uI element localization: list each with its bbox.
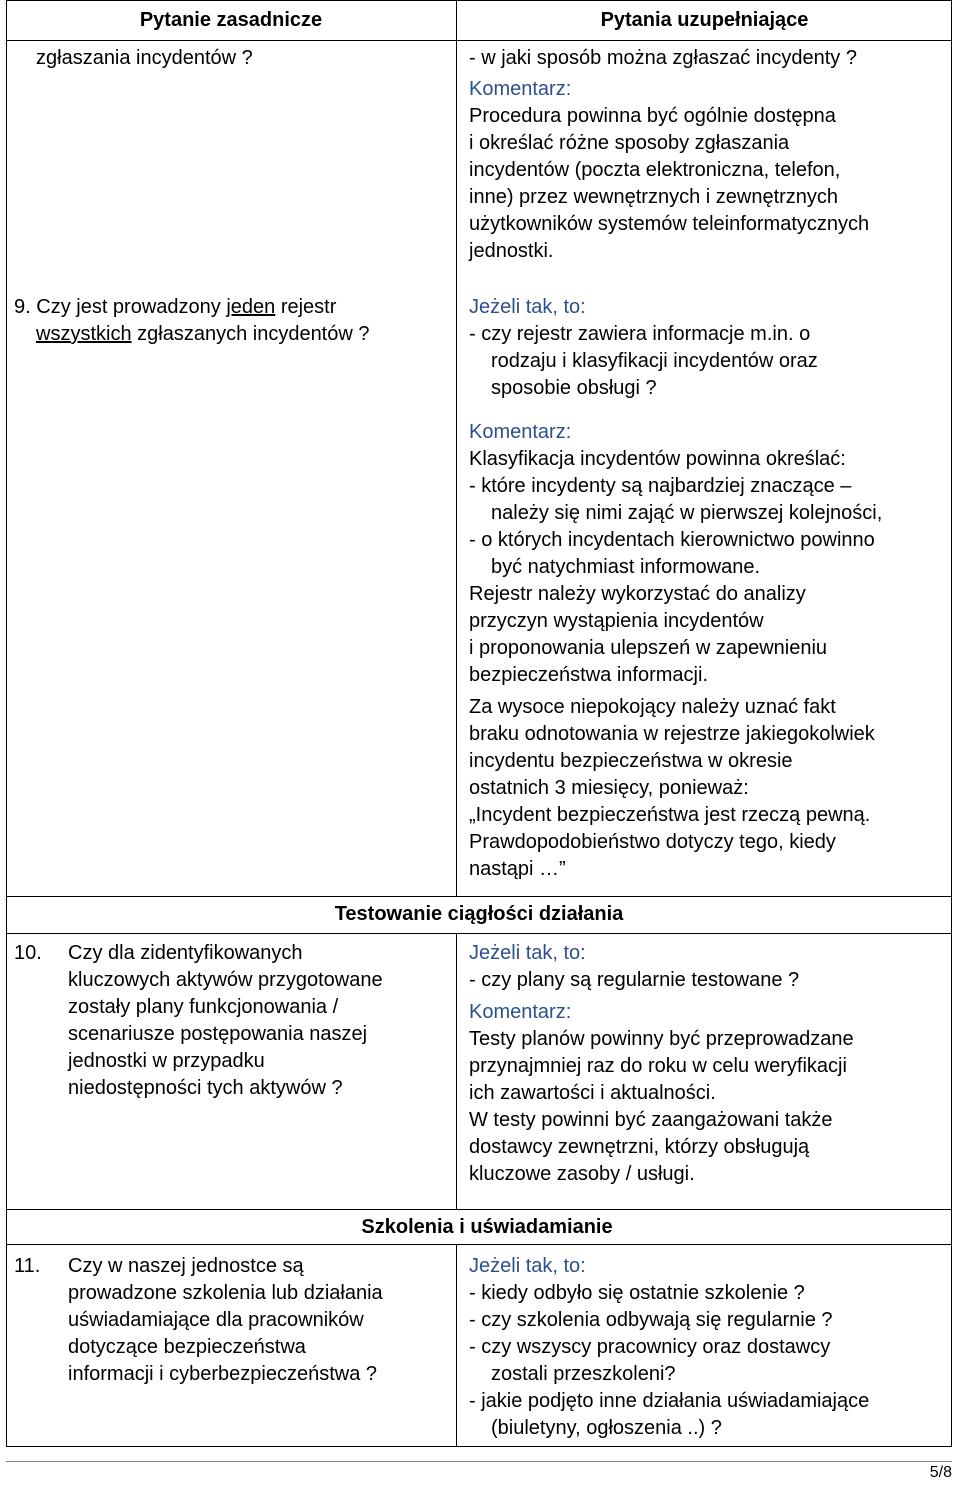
- question-10-supplementary: [469, 940, 854, 1188]
- column-divider-top: [456, 0, 457, 897]
- question-text: informacji i cyberbezpieczeństwa ?: [68, 1363, 378, 1385]
- question-text: Czy dla zidentyfikowanych: [68, 942, 303, 964]
- comment-line: braku odnotowania w rejestrze jakiegokolwiek: [469, 723, 875, 745]
- comment-line: „Incydent bezpieczeństwa jest rzeczą pewną.: [469, 804, 871, 826]
- question-text: jednostki w przypadku: [68, 1050, 265, 1072]
- comment-line: incydentów (poczta elektroniczna, telefon,: [469, 159, 841, 181]
- row0-supplementary: [469, 45, 869, 265]
- column-divider-q10: [456, 934, 457, 1210]
- comment-line: W testy powinni być zaangażowani także: [469, 1109, 833, 1131]
- question-text: uświadamiające dla pracowników: [68, 1309, 364, 1331]
- comment-line: Prawdopodobieństwo dotyczy tego, kiedy: [469, 831, 836, 853]
- comment-line: dostawcy zewnętrzni, którzy obsługują: [469, 1136, 810, 1158]
- if-yes-label: Jeżeli tak, to:: [469, 1255, 586, 1277]
- sub-question: (biuletyny, ogłoszenia ..) ?: [491, 1417, 722, 1439]
- comment-line: przyczyn wystąpienia incydentów: [469, 610, 764, 632]
- sub-question: zostali przeszkoleni?: [491, 1363, 676, 1385]
- column-divider-q11: [456, 1245, 457, 1447]
- question-text: prowadzone szkolenia lub działania: [68, 1282, 383, 1304]
- comment-line: Testy planów powinny być przeprowadzane: [469, 1028, 854, 1050]
- comment-label: Komentarz:: [469, 421, 572, 443]
- sub-question: sposobie obsługi ?: [491, 377, 657, 399]
- section-title: Szkolenia i uświadamianie: [361, 1216, 613, 1238]
- page-number: 5/8: [929, 1464, 952, 1481]
- sub-question: - czy rejestr zawiera informacje m.in. o: [469, 323, 811, 345]
- section2-bottom: [6, 1244, 952, 1245]
- question-9-supplementary: [469, 294, 882, 883]
- section1-top: [6, 896, 952, 897]
- question-text: dotyczące bezpieczeństwa: [68, 1336, 306, 1358]
- question-10: [68, 940, 383, 1102]
- section-title: Testowanie ciągłości działania: [334, 903, 624, 925]
- comment-line: być natychmiast informowane.: [491, 556, 761, 578]
- comment-line: Za wysoce niepokojący należy uznać fakt: [469, 696, 836, 718]
- question-number: 9.: [14, 296, 31, 318]
- question-9: [14, 294, 370, 348]
- comment-line: i określać różne sposoby zgłaszania: [469, 132, 790, 154]
- question-text: zgłaszanych incydentów ?: [131, 323, 370, 345]
- sub-question: - jakie podjęto inne działania uświadamiające: [469, 1390, 870, 1412]
- question-9-line2: [14, 321, 370, 348]
- comment-line: należy się nimi zająć w pierwszej kolejności,: [491, 502, 883, 524]
- question-9-line1: [14, 294, 370, 321]
- comment-label: Komentarz:: [469, 78, 572, 100]
- question-underlined: jeden: [226, 296, 276, 318]
- header-supplementary: Pytania uzupełniające: [600, 9, 809, 31]
- comment-line: Klasyfikacja incydentów powinna określać:: [469, 448, 846, 470]
- comment-label: Komentarz:: [469, 1001, 572, 1023]
- comment-line: i proponowania ulepszeń w zapewnieniu: [469, 637, 828, 659]
- sub-question: - kiedy odbyło się ostatnie szkolenie ?: [469, 1282, 805, 1304]
- question-continuation: [36, 45, 253, 72]
- question-text: zgłaszania incydentów ?: [36, 47, 253, 69]
- comment-line: jednostki.: [469, 240, 554, 262]
- question-text: niedostępności tych aktywów ?: [68, 1077, 343, 1099]
- comment-line: - o których incydentach kierownictwo powinno: [469, 529, 875, 551]
- comment-line: ich zawartości i aktualności.: [469, 1082, 716, 1104]
- question-number: 10.: [14, 942, 42, 964]
- question-text: rejestr: [275, 296, 337, 318]
- question-text: Czy jest prowadzony: [36, 296, 227, 318]
- comment-line: przynajmniej raz do roku w celu weryfikacji: [469, 1055, 847, 1077]
- footer-divider: [6, 1461, 952, 1462]
- sub-question: - czy plany są regularnie testowane ?: [469, 969, 800, 991]
- question-11-supplementary: [469, 1253, 869, 1442]
- if-yes-label: Jeżeli tak, to:: [469, 296, 586, 318]
- comment-line: ostatnich 3 miesięcy, ponieważ:: [469, 777, 749, 799]
- comment-line: nastąpi …”: [469, 858, 566, 880]
- question-text: kluczowych aktywów przygotowane: [68, 969, 383, 991]
- comment-line: użytkowników systemów teleinformatycznych: [469, 213, 870, 235]
- sub-question: rodzaju i klasyfikacji incydentów oraz: [491, 350, 818, 372]
- question-text: Czy w naszej jednostce są: [68, 1255, 304, 1277]
- header-divider: [6, 40, 952, 41]
- sub-question: - czy wszyscy pracownicy oraz dostawcy: [469, 1336, 831, 1358]
- comment-line: incydentu bezpieczeństwa w okresie: [469, 750, 793, 772]
- sub-question: - w jaki sposób można zgłaszać incydenty ?: [469, 47, 857, 69]
- section1-bottom: [6, 933, 952, 934]
- comment-line: Rejestr należy wykorzystać do analizy: [469, 583, 806, 605]
- comment-line: Procedura powinna być ogólnie dostępna: [469, 105, 836, 127]
- question-underlined: wszystkich: [36, 323, 132, 345]
- question-number: 11.: [14, 1255, 41, 1277]
- comment-line: bezpieczeństwa informacji.: [469, 664, 708, 686]
- if-yes-label: Jeżeli tak, to:: [469, 942, 586, 964]
- section2-top: [6, 1209, 952, 1210]
- question-text: zostały plany funkcjonowania /: [68, 996, 339, 1018]
- comment-line: kluczowe zasoby / usługi.: [469, 1163, 695, 1185]
- question-11: [68, 1253, 383, 1388]
- question-text: scenariusze postępowania naszej: [68, 1023, 368, 1045]
- header-main-question: Pytanie zasadnicze: [139, 9, 323, 31]
- comment-line: inne) przez wewnętrznych i zewnętrznych: [469, 186, 839, 208]
- sub-question: - czy szkolenia odbywają się regularnie ?: [469, 1309, 833, 1331]
- comment-line: - które incydenty są najbardziej znaczące –: [469, 475, 852, 497]
